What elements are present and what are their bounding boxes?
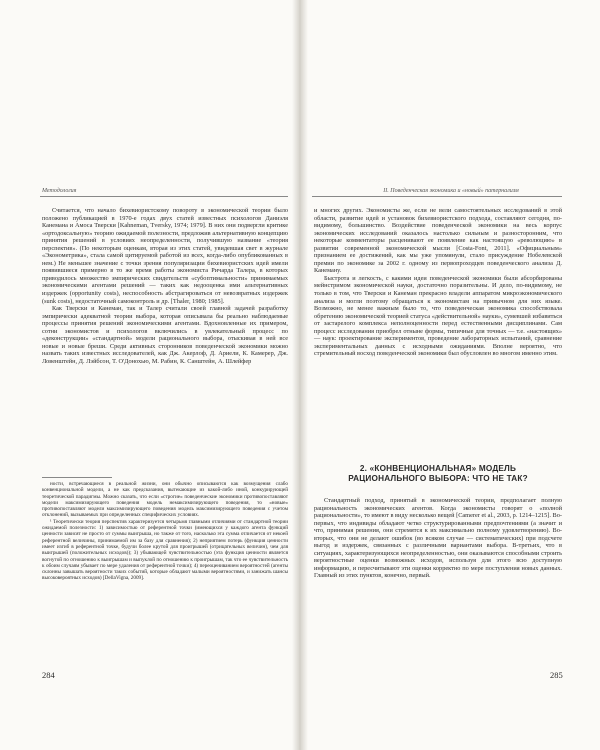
book-gutter bbox=[292, 0, 308, 750]
running-head-right: II. Поведенческая экономика и «новый» патернализм bbox=[383, 188, 519, 194]
footnote-rule bbox=[42, 477, 112, 478]
right-body-top bbox=[314, 207, 562, 358]
right-page bbox=[300, 0, 600, 750]
right-paragraph-2: Быстрота и легкость, с какими идеи поведенческой экономики были абсорбированы мейнстримом экономической науки, достаточно поразительны. И дело, по-видимому, не только в том, что Тверски и Канеман прекрасно владели аппаратом микроэкономического анализа и могли поэтому обращаться к экономистам на привычном для них языке. Возможно, не менее важным было то, что поведенческая экономика способствовала обретению экономической теорией статуса «действительной» науки», сумевшей избавиться от застарелого комплекса неполноценности перед естественными дисциплинами. Сам процесс исследования приобрел отныне формы, типичные для точных — т.е. «настоящих» — наук: проектирование экспериментов, проведение лабораторных испытаний, сравнение экспериментальных данных с исходными ожиданиями. Вполне вероятно, что стремительный восход поведенческой экономики был обусловлен во многом именно этим. bbox=[314, 274, 562, 358]
right-paragraph-3: Стандартный подход, принятый в экономической теории, предполагает полную рациональность экономических агентов. Когда экономисты говорят о «полной рациональности», то имеют в виду несколько вещей [Camerer et al., 2003, р. 1214–1215]. Во-первых, что индивиды обладают четко структурированными предпочтениями (а значит и что, принимая решения, они стремятся к их максимально полному удовлетворению). Во-вторых, что они не делают ошибок (во всяком случае — систематических) при подсчете выгод и издержек, связанных с различными вариантами выбора. В-третьих, что в ситуациях, характеризующихся неопределенностью, они оказываются способными строить вероятностные оценки возможных исходов, используя для этого всю доступную информацию, и пересчитывают эти оценки корректно по мере поступления новых данных. Главный из этих пунктов, конечно, первый. bbox=[314, 497, 562, 580]
left-paragraph-2: Как Тверски и Канеман, так и Талер считали своей главной задачей разработку эмпирически адекватной теории выбора, которая описывала бы реально наблюдаемые процессы принятия решений экономическими агентами. Вдохновленные их примером, сотни экономистов и психологов включились в увлекательный процесс по «деконструкции» «стандартной» модели рационального выбора, отыскивая в ней все новые и новые бреши. Среди активных сторонников поведенческой экономики можно назвать таких известных исследователей, как Дж. Акерлоф, Д. Ариели, К. Камерер, Дж. Ловенштейн, Д. Лэйбсон, Т. О'Донохью, М. Рабин, К. Санштейн, А. Шлейфер bbox=[42, 305, 288, 365]
page-number-right: 285 bbox=[550, 670, 563, 680]
section-heading: 2. «КОНВЕНЦИОНАЛЬНАЯ» МОДЕЛЬ РАЦИОНАЛЬНОГО ВЫБОРА: ЧТО НЕ ТАК? bbox=[348, 464, 528, 483]
page-number-left: 284 bbox=[42, 670, 55, 680]
left-footnotes bbox=[42, 481, 288, 582]
right-paragraph-1: и многих других. Экономисты же, если не вели самостоятельных исследований в этой области, развитие идей и установок бихевиористского подхода, составляют сегодня, по-видимому, большинство. Воздействие поведенческой экономики на весь корпус экономических исследований оказалось настолько сильным и разносторонним, что некоторые комментаторы расценивают ее появление как настоящую «революцию» в развитии современной экономической мысли [Costa-Font, 2011]. «Официальным» признанием ее достижений, как мы уже упомянули, стало присуждение Нобелевской премии по экономике за 2002 г. одному из первопроходцев поведенческого анализа Д. Канеману. bbox=[314, 207, 562, 275]
right-body-bottom bbox=[314, 497, 562, 580]
footnote-1: ¹ Теоретически теория перспектив характеризуется четырьмя главными отличиями от стандартной теории ожидаемой полезности: 1) зависимостью от референтной точки (имеющихся у каждого агента функций ценности зависят не просто от суммы выигрыша, но также от того, насколько эта сумма отличается от некоей референтной величины, принимаемой им за базу для сравнения); 2) неприятием потерь (функция ценности имеет изгиб в референтной точке, будучи более крутой для проигрышей (отрицательных величин), чем для выигрышей (положительных исходов)); 3) убывающей чувствительностью (эта функция ценности является вогнутой по отношению к выигрышам и выпуклой по отношению к проигрышам, так что ее чувствительность к обоим случаям убывает по мере удаления от референтной точки); 4) переоцениванием вероятностей (агенты склонны завышать вероятности таких событий, которые обладают малыми вероятностями, и занижать шансы высоковероятных исходов) [DellaVigna, 2009]. bbox=[42, 518, 288, 582]
running-head-left: Методология bbox=[42, 188, 77, 194]
left-body bbox=[42, 207, 288, 365]
header-rule-right bbox=[312, 196, 562, 197]
header-rule-left bbox=[40, 196, 288, 197]
left-paragraph-1: Считается, что начало бихевиористскому повороту в экономической теории было положено публикацией в 1970-е годах двух статей известных психологов Даниэля Канемана и Амоса Тверски [Kahneman, Tversky, 1974; 1979]. В них они подвергли критике «ортодоксальную» теорию ожидаемой полезности, предложив альтернативную концепцию принятия решений в условиях неопределенности, получившую название «теория перспектив». (По некоторым оценкам, вторая из этих статей, увидевшая свет в журнале «Эконометрика», стала самой цитируемой работой из всех, когда-либо опубликованных в нем.) Не меньшее значение с точки зрения популяризации бихевиористских идей имели появившиеся примерно в то же время работы экономиста Ричарда Талера, в которых приводилось множество эмпирических свидетельств «субоптимальности» принимаемых экономическими агентами решений — таких как недооценка ими альтернативных издержек (opportunity costs), неспособность абстрагироваться от невозвратных издержек (sunk costs), недостаточный самоконтроль и др. [Thaler, 1980; 1985]. bbox=[42, 207, 288, 305]
footnote-continuation: ности, встречающиеся в реальной жизни, они обычно описываются как возмущения слабо конвенциональной модели, а не как предсказания, вытекающие из какой-либо иной, конкурирующей теоретической парадигмы. Можно сказать, что если «строгие» поведенческие экономики противопоставляют модели максимизирующего поведения модель немаксимизирующего поведения, то «новые» противопоставляют модели максимизирующего поведения модель максимизирующего поведения с учетом отклонений, вызываемых при определенных специфических условиях. bbox=[42, 481, 288, 519]
